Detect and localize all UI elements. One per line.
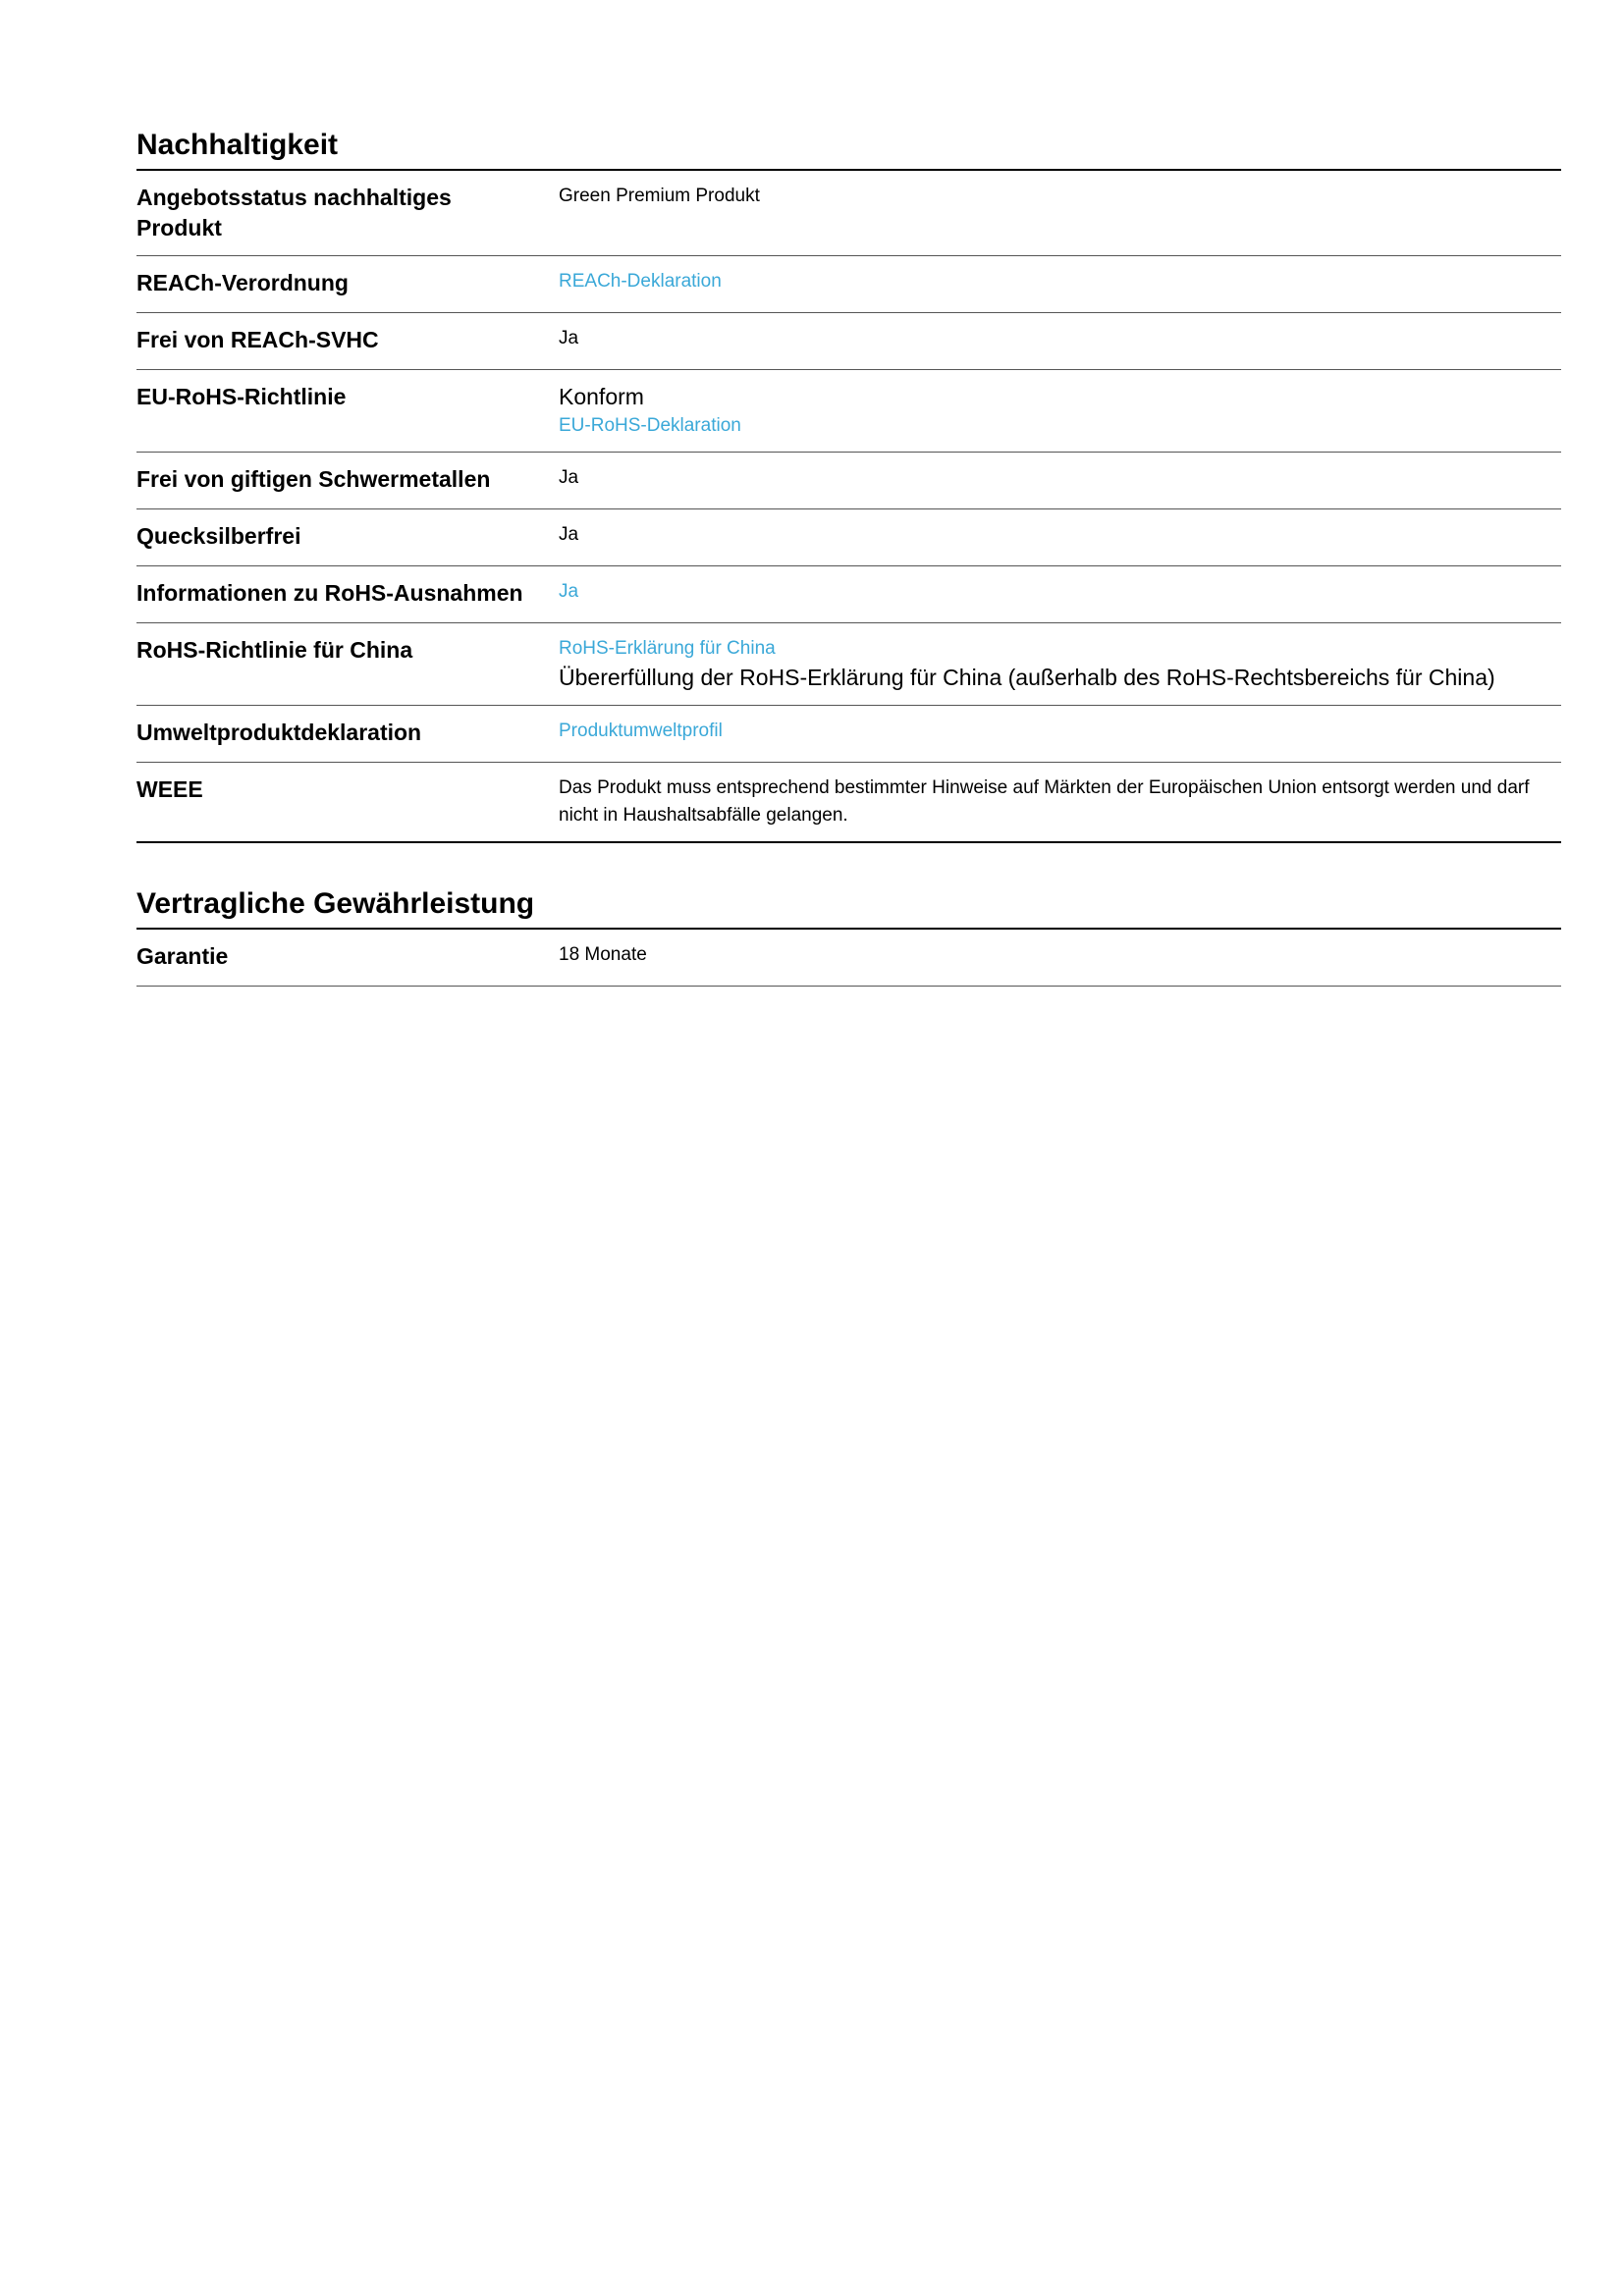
spec-value-text: Übererfüllung der RoHS-Erklärung für China (außerhalb des RoHS-Rechtsbereichs für China) <box>559 665 1495 690</box>
spec-row <box>136 256 1561 313</box>
spec-label: WEEE <box>136 776 203 802</box>
rohs-exemptions-link[interactable]: Ja <box>559 581 579 602</box>
spec-label: Frei von giftigen Schwermetallen <box>136 466 491 492</box>
spec-label: REACh-Verordnung <box>136 270 349 295</box>
spec-row <box>136 623 1561 706</box>
section-title: Vertragliche Gewährleistung <box>136 887 535 920</box>
spec-value <box>559 183 1561 210</box>
spec-label: Frei von REACh-SVHC <box>136 327 379 352</box>
spec-label: Quecksilberfrei <box>136 523 301 549</box>
spec-row <box>136 763 1561 843</box>
spec-label: RoHS-Richtlinie für China <box>136 637 413 663</box>
spec-value-text: Ja <box>559 524 579 545</box>
spec-value <box>559 774 1561 829</box>
spec-value <box>559 578 1561 606</box>
eu-rohs-declaration-link[interactable]: EU-RoHS-Deklaration <box>559 415 741 436</box>
spec-row <box>136 313 1561 370</box>
spec-value <box>559 382 1561 440</box>
spec-row <box>136 706 1561 763</box>
spec-label: Informationen zu RoHS-Ausnahmen <box>136 580 523 606</box>
spec-value <box>559 464 1561 492</box>
section-title: Nachhaltigkeit <box>136 129 339 161</box>
reach-declaration-link[interactable]: REACh-Deklaration <box>559 271 722 292</box>
spec-value <box>559 635 1561 693</box>
spec-value-text: 18 Monate <box>559 944 647 965</box>
spec-value-text: Konform <box>559 384 644 409</box>
spec-value-text: Das Produkt muss entsprechend bestimmter Hinweise auf Märkten der Europäischen Union entsorgt werden und darf nicht in Haushaltsabfälle gelangen. <box>559 777 1530 826</box>
spec-label: Angebotsstatus nachhaltiges Produkt <box>136 185 452 240</box>
spec-value <box>559 718 1561 745</box>
spec-value-text: Ja <box>559 328 579 348</box>
spec-label: Garantie <box>136 943 229 969</box>
spec-value <box>559 521 1561 549</box>
spec-value-text: Ja <box>559 467 579 488</box>
spec-row <box>136 930 1561 987</box>
spec-row <box>136 370 1561 453</box>
section-sustainability <box>136 128 1561 843</box>
spec-row <box>136 453 1561 509</box>
spec-label: Umweltproduktdeklaration <box>136 720 422 745</box>
spec-row <box>136 566 1561 623</box>
section-warranty <box>136 886 1561 987</box>
product-environment-profile-link[interactable]: Produktumweltprofil <box>559 721 723 741</box>
spec-value <box>559 941 1561 969</box>
spec-row <box>136 171 1561 256</box>
datasheet-page <box>136 128 1561 987</box>
spec-value <box>559 268 1561 295</box>
spec-value <box>559 325 1561 352</box>
spec-label: EU-RoHS-Richtlinie <box>136 384 347 409</box>
spec-value-text: Green Premium Produkt <box>559 186 760 206</box>
china-rohs-declaration-link[interactable]: RoHS-Erklärung für China <box>559 638 776 659</box>
spec-row <box>136 509 1561 566</box>
